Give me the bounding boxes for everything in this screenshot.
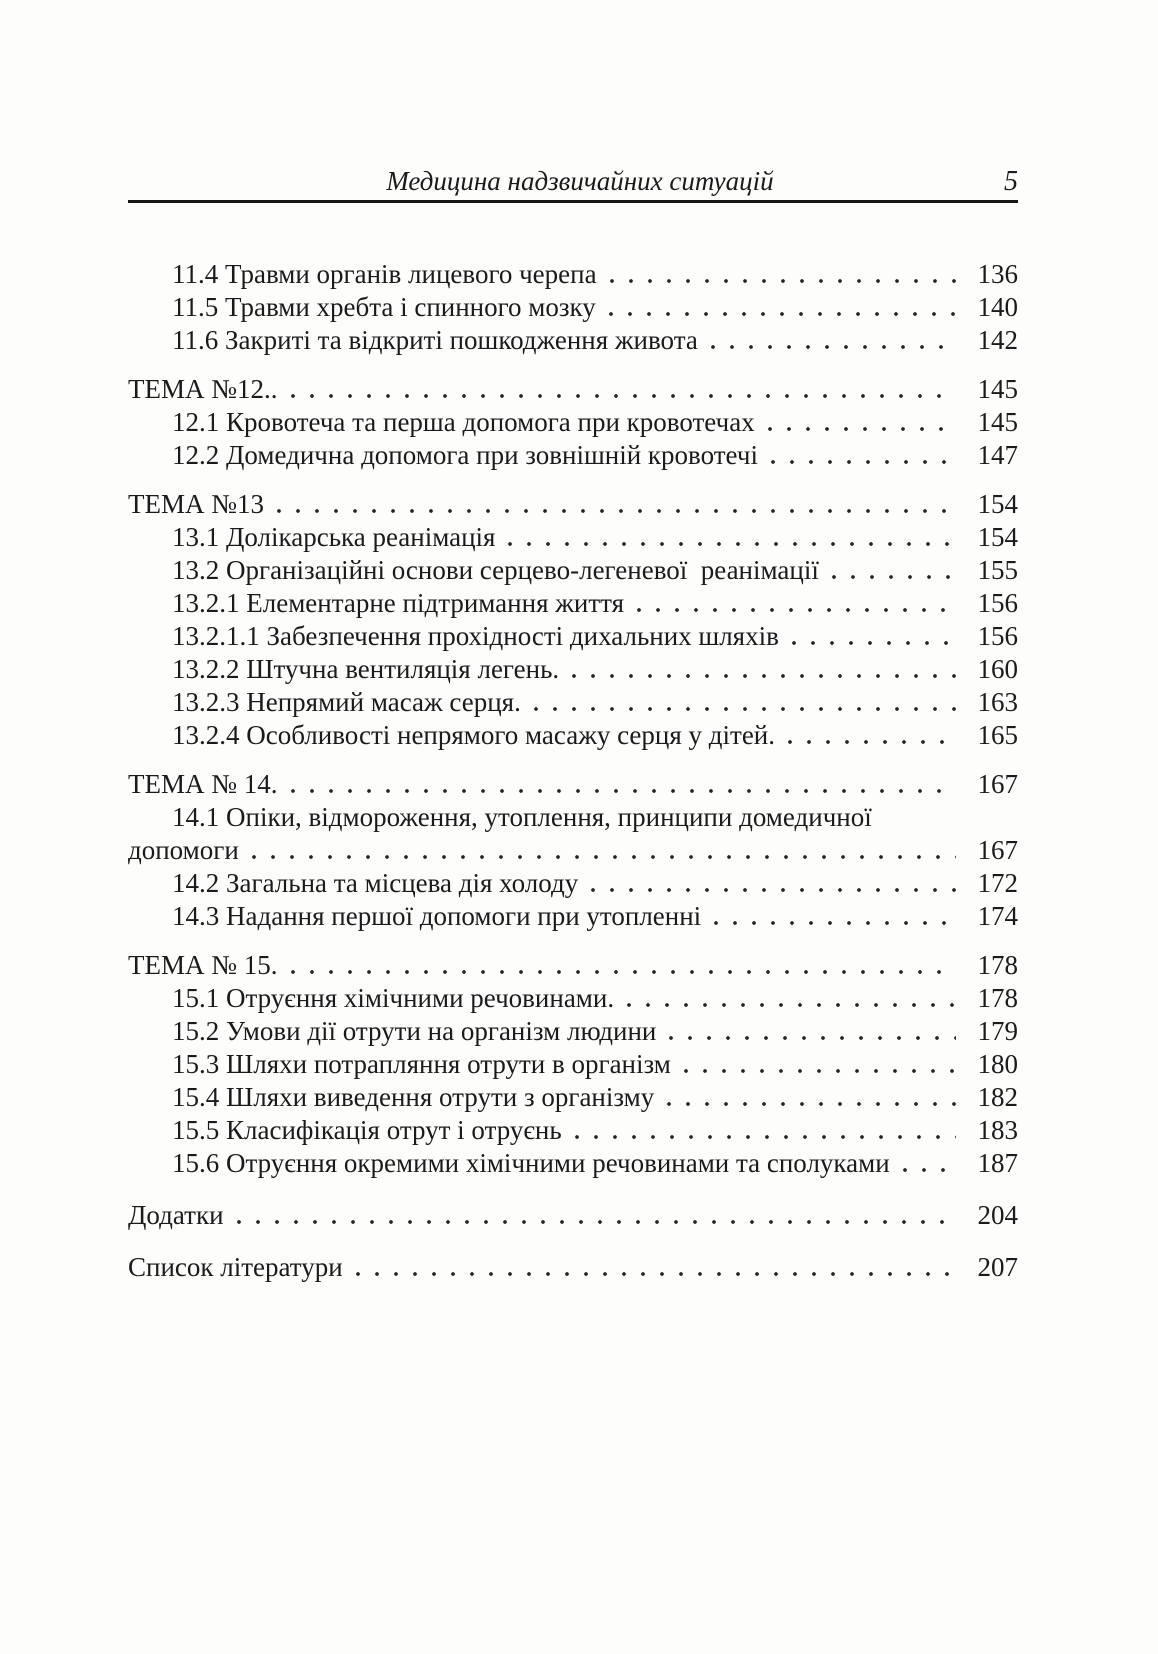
running-title: Медицина надзвичайних ситуацій <box>386 166 774 196</box>
toc-block <box>128 949 1018 1180</box>
toc-entry <box>128 373 1018 406</box>
toc-entry <box>128 982 1018 1015</box>
page-header <box>128 165 1018 198</box>
toc-entry-title: 15.2 Умови дії отрути на організм людини <box>172 1016 657 1046</box>
header-rule <box>128 200 1018 203</box>
dot-leader <box>290 969 956 975</box>
toc-entry-title: 11.5 Травми хребта і спинного мозку <box>172 292 596 322</box>
toc-entry-title: 11.6 Закриті та відкриті пошкодження живота <box>172 325 698 355</box>
dot-leader <box>770 459 956 465</box>
toc-entry-page-number: 155 <box>977 555 1018 585</box>
dot-leader <box>791 640 956 646</box>
dot-leader <box>507 541 956 547</box>
dot-leader <box>236 1219 956 1225</box>
dot-leader <box>571 673 956 679</box>
toc-entry <box>128 900 1018 933</box>
toc-entry-title: Додатки <box>128 1200 224 1230</box>
toc-entry <box>128 867 1018 900</box>
toc-entry-page-number: 156 <box>977 621 1018 651</box>
dot-leader <box>355 1271 956 1277</box>
dot-leader <box>636 607 956 613</box>
toc-entry-page-number: 172 <box>977 868 1018 898</box>
toc-entry-page-number: 160 <box>977 654 1018 684</box>
toc-entry-title: Список літератури <box>128 1252 343 1282</box>
toc-entry-page-number: 183 <box>977 1115 1018 1145</box>
toc-entry-title: 15.4 Шляхи виведення отрути з організму <box>172 1082 655 1112</box>
toc-entry-page-number: 136 <box>977 259 1018 289</box>
toc-entry <box>128 587 1018 620</box>
toc-entry <box>128 1199 1018 1232</box>
toc-entry <box>128 291 1018 324</box>
dot-leader <box>590 887 956 893</box>
dot-leader <box>668 1035 956 1041</box>
toc-entry-page-number: 154 <box>977 522 1018 552</box>
toc-entry-title: ТЕМА №12.. <box>128 374 278 404</box>
toc-entry-title: ТЕМА № 14. <box>128 769 278 799</box>
toc-entry-page-number: 204 <box>977 1200 1018 1230</box>
toc-entry <box>128 439 1018 472</box>
toc-block <box>128 768 1018 933</box>
toc-entry-title: 13.2.3 Непрямий масаж серця. <box>172 687 521 717</box>
dot-leader <box>626 1002 956 1008</box>
toc-block <box>128 1199 1018 1232</box>
toc-entry-page-number: 147 <box>977 440 1018 470</box>
toc-entry-page-number: 154 <box>977 489 1018 519</box>
dot-leader <box>710 344 956 350</box>
toc-entry-page-number: 145 <box>977 374 1018 404</box>
dot-leader <box>608 311 956 317</box>
toc-entry-title: 13.2 Організаційні основи серцево-легеневої реанімації <box>172 555 819 585</box>
toc-entry-title: 15.1 Отруєння хімічними речовинами. <box>172 983 615 1013</box>
toc-entry-title: 14.1 Опіки, відмороження, утоплення, принципи домедичної <box>172 802 872 832</box>
toc-entry-page-number: 180 <box>977 1049 1018 1079</box>
toc-entry <box>128 521 1018 554</box>
toc-block <box>128 258 1018 357</box>
toc-entry <box>128 406 1018 439</box>
toc-entry <box>128 1048 1018 1081</box>
toc-entry-title: 12.1 Кровотеча та перша допомога при кровотечах <box>172 407 755 437</box>
toc-entry <box>128 949 1018 982</box>
toc-entry <box>128 801 1018 834</box>
dot-leader <box>666 1101 956 1107</box>
toc-entry-page-number: 182 <box>977 1082 1018 1112</box>
toc-block <box>128 1251 1018 1284</box>
toc-entry-title: 13.2.4 Особливості непрямого масажу серця у дітей. <box>172 720 776 750</box>
toc-entry-title: 13.2.1.1 Забезпечення прохідності дихальних шляхів <box>172 621 779 651</box>
toc-entry <box>128 686 1018 719</box>
dot-leader <box>533 706 956 712</box>
toc-entry-title: 15.5 Класифікація отрут і отруєнь <box>172 1115 562 1145</box>
toc-entry-page-number: 179 <box>977 1016 1018 1046</box>
dot-leader <box>574 1134 956 1140</box>
toc-entry <box>128 324 1018 357</box>
toc-entry-title: 14.3 Надання першої допомоги при утопленні <box>172 901 702 931</box>
toc-entry-page-number: 178 <box>977 950 1018 980</box>
toc-entry <box>128 488 1018 521</box>
toc-entry-title: ТЕМА №13 <box>128 489 265 519</box>
toc-entry-page-number: 167 <box>977 835 1018 865</box>
toc-entry <box>128 1114 1018 1147</box>
toc-entry-title: 13.2.2 Штучна вентиляція легень. <box>172 654 560 684</box>
dot-leader <box>251 854 956 860</box>
dot-leader <box>767 426 956 432</box>
toc-entry-title: 13.2.1 Елементарне підтримання життя <box>172 588 624 618</box>
toc-entry <box>128 719 1018 752</box>
toc-block <box>128 373 1018 472</box>
toc-entry <box>128 834 1018 867</box>
toc-entry-page-number: 145 <box>977 407 1018 437</box>
toc-entry-page-number: 140 <box>977 292 1018 322</box>
dot-leader <box>713 920 956 926</box>
toc-entry <box>128 1081 1018 1114</box>
dot-leader <box>831 574 956 580</box>
dot-leader <box>290 788 956 794</box>
toc-entry-page-number: 207 <box>977 1252 1018 1282</box>
toc-entry-page-number: 167 <box>977 769 1018 799</box>
dot-leader <box>787 739 956 745</box>
toc-entry-title: 11.4 Травми органів лицевого черепа <box>172 259 597 289</box>
toc-entry <box>128 554 1018 587</box>
toc-entry <box>128 620 1018 653</box>
toc-entry <box>128 768 1018 801</box>
toc-entry <box>128 1147 1018 1180</box>
toc-entry-title: ТЕМА № 15. <box>128 950 278 980</box>
toc-entry-title: 14.2 Загальна та місцева дія холоду <box>172 868 579 898</box>
toc-entry-page-number: 178 <box>977 983 1018 1013</box>
toc-entry <box>128 1251 1018 1284</box>
toc-entry-title: 13.1 Долікарська реанімація <box>172 522 496 552</box>
toc-entry-page-number: 163 <box>977 687 1018 717</box>
toc-entry-page-number: 165 <box>977 720 1018 750</box>
toc-entry <box>128 653 1018 686</box>
toc-entry-page-number: 156 <box>977 588 1018 618</box>
toc <box>128 258 1018 1284</box>
toc-entry-title: допомоги <box>128 835 239 865</box>
toc-block <box>128 488 1018 752</box>
dot-leader <box>609 278 956 284</box>
toc-entry-title: 12.2 Домедична допомога при зовнішній кровотечі <box>172 440 758 470</box>
toc-entry <box>128 258 1018 291</box>
dot-leader <box>683 1068 956 1074</box>
dot-leader <box>290 393 956 399</box>
toc-entry-title: 15.6 Отруєння окремими хімічними речовинами та сполуками <box>172 1148 890 1178</box>
toc-entry-page-number: 187 <box>977 1148 1018 1178</box>
toc-entry-title: 15.3 Шляхи потрапляння отрути в організм <box>172 1049 671 1079</box>
dot-leader <box>276 508 956 514</box>
dot-leader <box>902 1167 956 1173</box>
toc-entry-page-number: 174 <box>977 901 1018 931</box>
header-page-number: 5 <box>1004 166 1018 197</box>
toc-entry <box>128 1015 1018 1048</box>
toc-entry-page-number: 142 <box>977 325 1018 355</box>
